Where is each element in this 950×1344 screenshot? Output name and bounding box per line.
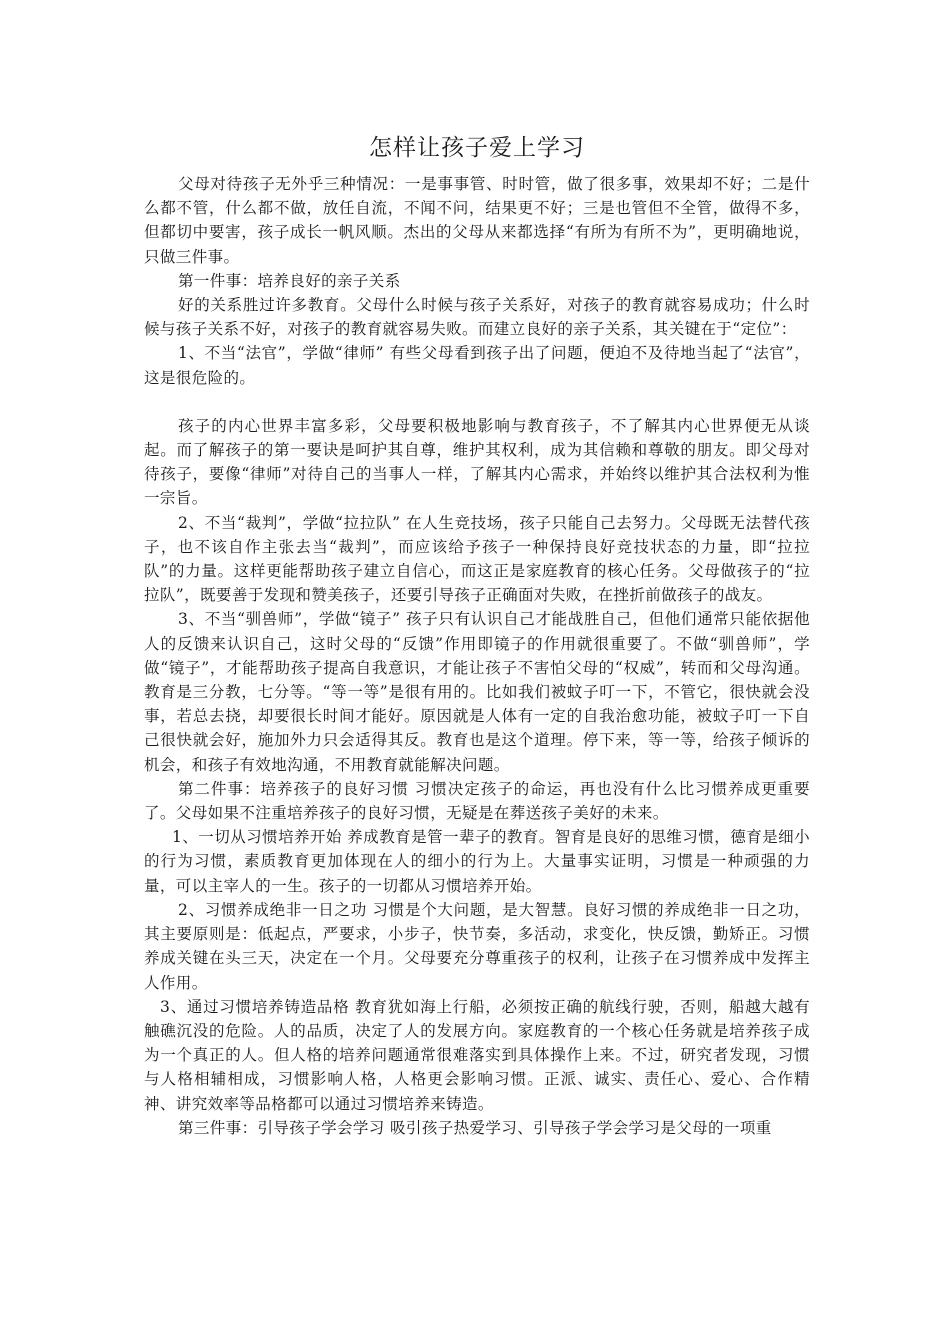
paragraph: 第三件事：引导孩子学会学习 吸引孩子热爱学习、引导孩子学会学习是父母的一项重 (178, 1118, 772, 1137)
paragraph: 1、一切从习惯培养开始 养成教育是管一辈子的教育。智育是良好的思维习惯，德育是细小的行为习惯，素质教育更加体现在人的细小的行为上。大量事实证明，习惯是一种顽强的力量，可以主宰人的一生。孩子的一切都从习惯培养开始。 (144, 828, 810, 895)
blank-line (144, 390, 810, 414)
paragraph: 父母对待孩子无外乎三种情况：一是事事管、时时管，做了很多事，效果却不好；二是什么都不管，什么都不做，放任自流，不闻不问，结果更不好；三是也管但不全管，做得不多，但都切中要害，孩子成长一帆风顺。杰出的父母从来都选择“有所为有所不为”，更明确地说，只做三件事。 (144, 175, 810, 266)
paragraph: 孩子的内心世界丰富多彩，父母要积极地影响与教育孩子，不了解其内心世界便无从谈起。而了解孩子的第一要诀是呵护其自尊，维护其权利，成为其信赖和尊敬的朋友。即父母对待孩子，要像“律师”对待自己的当事人一样，了解其内心需求，并始终以维护其合法权利为惟一宗旨。 (144, 416, 810, 508)
paragraph: 好的关系胜过许多教育。父母什么时候与孩子关系好，对孩子的教育就容易成功；什么时候与孩子关系不好，对孩子的教育就容易失败。而建立良好的亲子关系，其关键在于“定位”： (144, 296, 810, 339)
paragraph: 2、不当“裁判”，学做“拉拉队” 在人生竞技场，孩子只能自己去努力。父母既无法替代孩子，也不该自作主张去当“裁判”，而应该给予孩子一种保持良好竞技状态的力量，即“拉拉队”的力量。这样更能帮助孩子建立自信心，而这正是家庭教育的核心任务。父母做孩子的“拉拉队”，既要善于发现和赞美孩子，还要引导孩子正确面对失败，在挫折前做孩子的战友。 (144, 513, 810, 605)
paragraph: 第一件事：培养良好的亲子关系 (178, 271, 401, 290)
paragraph: 1、不当“法官”，学做“律师” 有些父母看到孩子出了问题，便迫不及待地当起了“法官”，这是很危险的。 (144, 344, 810, 387)
document-title: 怎样让孩子爱上学习 (369, 135, 585, 161)
paragraph: 2、习惯养成绝非一日之功 习惯是个大问题，是大智慧。良好习惯的养成绝非一日之功，其主要原则是：低起点，严要求，小步子，快节奏，多活动，求变化，快反馈，勤矫正。习惯养成关键在头三天，决定在一个月。父母要充分尊重孩子的权利，让孩子在习惯养成中发挥主人作用。 (144, 900, 810, 992)
paragraph: 3、不当“驯兽师”，学做“镜子” 孩子只有认识自己才能战胜自己，但他们通常只能依据他人的反馈来认识自己，这时父母的“反馈”作用即镜子的作用就很重要了。不做“驯兽师”，学做“镜子”，才能帮助孩子提高自我意识，才能让孩子不害怕父母的“权威”，转而和父母沟通。教育是三分教，七分等。“等一等”是很有用的。比如我们被蚊子叮一下，不管它，很快就会没事，若总去挠，却要很长时间才能好。原因就是人体有一定的自我治愈功能，被蚊子叮一下自己很快就会好，施加外力只会适得其反。教育也是这个道理。停下来，等一等，给孩子倾诉的机会，和孩子有效地沟通，不用教育就能解决问题。 (144, 610, 810, 774)
paragraph: 3、通过习惯培养铸造品格 教育犹如海上行船，必须按正确的航线行驶，否则，船越大越有触礁沉没的危险。人的品质，决定了人的发展方向。家庭教育的一个核心任务就是培养孩子成为一个真正的人。但人格的培养问题通常很难落实到具体操作上来。不过，研究者发现，习惯与人格相辅相成，习惯影响人格，人格更会影响习惯。正派、诚实、责任心、爱心、合作精神、讲究效率等品格都可以通过习惯培养来铸造。 (144, 997, 810, 1113)
document-body (144, 172, 810, 1140)
document-page (144, 132, 810, 1140)
paragraph: 第二件事：培养孩子的良好习惯 习惯决定孩子的命运，再也没有什么比习惯养成更重要了。父母如果不注重培养孩子的良好习惯，无疑是在葬送孩子美好的未来。 (144, 779, 810, 823)
